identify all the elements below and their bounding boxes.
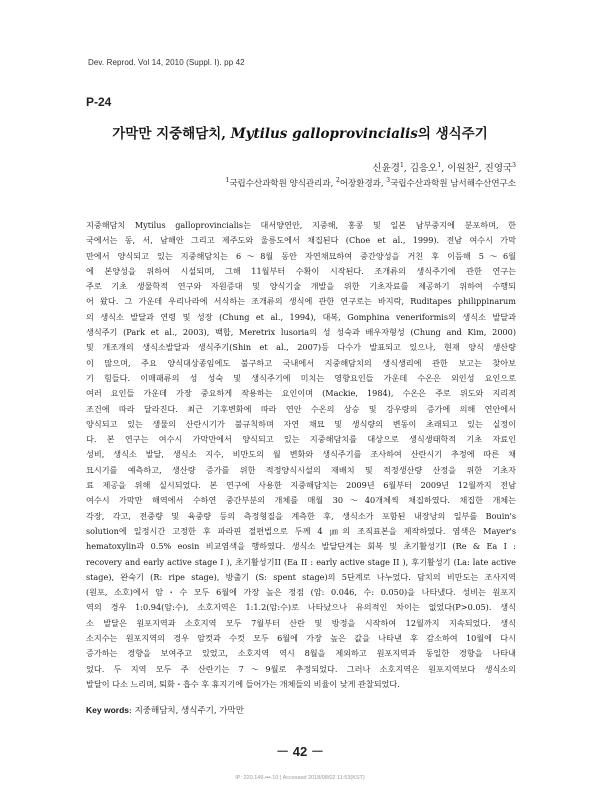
abstract-line: 각장, 각고, 전중량 및 육중량 등의 측정형질을 계측한 후, 생식소가 포함된 내장낭의 일부를 Bouin's <box>86 510 516 521</box>
abstract-line: recovery and early active stage I ), 초기활성기II (Ea II : early active stage II ), 후기활성기 (La: late active <box>86 556 516 567</box>
keywords <box>86 704 244 716</box>
title-suffix: 의 생식주기 <box>417 126 488 142</box>
abstract-line: 및 개조개의 생식소발달과 생식주기(Shin et al., 2007)등 다수가 발표되고 있으나, 현재 양식 생산량 <box>86 342 516 353</box>
abstract-line: 이 많으며, 주요 양식대상종임에도 불구하고 국내에서 지중해담치의 생식생리에 관한 보고는 찾아보 <box>86 357 516 368</box>
abstract-line: 다. 본 연구는 여수시 가막만에서 양식되고 있는 지중해담치를 대상으로 생식생태학적 기초 자료인 <box>86 434 516 445</box>
affiliation-list: $^1$국립수산과학원 양식관리과, $^2$어장환경과, $^3$국립수산과학원 남서해수산연구소 <box>225 177 516 189</box>
author: 진영국 <box>484 163 513 174</box>
abstract-line: 료 제공을 위해 실시되었다. 본 연구에 사용한 지중해담치는 2009년 6월부터 2009년 12월까지 전남 <box>86 480 516 491</box>
abstract-line: 소 발달은 원포지역과 소호지역 모두 7월부터 산란 및 방정을 시작하여 12월까지 지속되었다. 생식 <box>86 617 516 628</box>
author: 이원찬 <box>447 163 475 174</box>
abstract-line: 만에서 양식되고 있는 지중해담치는 6～8월 동안 자연채묘하여 중간양성을 거친 후 이듬해 5～6월 <box>86 250 516 261</box>
abstract-line: 국에서는 동, 서, 남해안 그리고 제주도와 울릉도에서 채집된다 (Choe et al., 1999). 전남 여수시 가막 <box>86 235 516 246</box>
abstract-line: (원포, 소호)에서 암・수 모두 6월에 가장 높은 정점 (암: 0.046, 수: 0.050)을 나타냈다. 성비는 원포지 <box>86 587 516 598</box>
download-note: IP: 220.149.▪▪▪.10 | Accessed 2018/08/02 11:53(KST) <box>235 775 365 781</box>
author-list: 신윤경$^1$, 김응오$^1$, 이원찬$^2$, 진영국$^3$ <box>372 161 516 174</box>
abstract-line: 어 왔다. 그 가운데 우리나라에 서식하는 조개류의 생식에 관한 연구로는 바지락, Ruditapes philippinarum <box>86 296 516 307</box>
abstract-line: 증가하는 경향을 보여주고 있었고, 소호지역 역시 8월을 제외하고 원포지역과 동일한 경향을 나타내 <box>86 648 516 659</box>
abstract-line: hematoxylin과 0.5% eosin 비교염색을 행하였다. 생식소 발달단계는 회복 및 초기활성기I (Re & Ea I : <box>86 541 516 552</box>
abstract-line: 묘시기를 예측하고, 생산량 증가를 위한 적정양식시설의 재배치 및 적정생산량 산정을 위한 기초자 <box>86 464 516 475</box>
abstract-line: 소지수는 원포지역의 경우 암컷과 수컷 모두 6월에 가장 높은 값을 나타낸 후 감소하여 10월에 다시 <box>86 633 516 644</box>
author: 신윤경 <box>372 163 400 174</box>
title-species: Mytilus galloprovincialis <box>230 126 418 142</box>
paper-title <box>0 122 600 142</box>
journal-header: Dev. Reprod. Vol 14, 2010 (Suppl. I). pp 42 <box>88 58 245 67</box>
author: 김응오 <box>409 163 438 174</box>
abstract-line: 었다. 두 지역 모두 주 산란기는 7～9월로 추정되었다. 그러나 소호지역은 원포지역보다 생식소의 <box>86 663 516 674</box>
abstract-line: 주로 기초 생물학적 연구와 자원증대 및 양식기술 개발을 위한 기초자료를 제공하기 위하여 수행되 <box>86 281 516 292</box>
abstract-line: 조건에 따라 달라진다. 최근 기후변화에 따라 연안 수온의 상승 및 강우량의 증가에 의해 연안에서 <box>86 403 516 414</box>
abstract-line: 양식되고 있는 생물의 산란시기가 불규칙하며 자연 채묘 및 생식량의 변동이 초래되고 있는 실정이 <box>86 418 516 429</box>
abstract-line: 역의 경우 1:0.94(암:수), 소호지역은 1:1.2(암:수)로 나타났으나 유의적인 차이는 없었다(P>0.05). 생식 <box>86 602 516 613</box>
keywords-label: Key words <box>86 705 129 715</box>
abstract-line: stage), 완숙기 (R: ripe stage), 방출기 (S: spent stage)의 5단계로 나누었다. 담치의 비만도는 조사지역 <box>86 571 516 582</box>
presentation-id: P-24 <box>86 95 112 109</box>
abstract-line: 생식주기 (Park et al., 2003), 백합, Meretrix lusoria의 성 성숙과 배우자형성 (Chung and Kim, 2000) <box>86 327 516 338</box>
abstract-line: 기 힘들다. 이매패류의 성 성숙 및 생식주기에 미치는 영향요인들 가운데 수온은 외인성 요인으로 <box>86 372 516 383</box>
abstract-line: solution에 일정시간 고정한 후 파라핀 절편법으로 두께 4 ㎛의 조직표본을 제작하였다. 염색은 Mayer's <box>86 525 516 536</box>
abstract-line: 발달이 다소 느리며, 퇴화・흡수 후 휴지기에 들어가는 개체들의 비율이 낮게 관찰되었다. <box>86 678 400 689</box>
title-prefix: 가막만 지중해담치, <box>112 126 231 142</box>
abstract-line: 에 본양성을 위하여 시설되며, 그해 11월부터 수확이 시작된다. 조개류의 생식주기에 관한 연구는 <box>86 265 516 276</box>
abstract-line: 여러 요인들 가운데 가장 중요하게 작용하는 요인이며 (Mackie, 1984), 수온은 주로 위도와 지리적 <box>86 388 516 399</box>
affiliation: 국립수산과학원 양식관리과 <box>229 179 331 189</box>
abstract-body <box>86 218 516 692</box>
page-number: － 42 － <box>276 744 324 759</box>
affiliation: 국립수산과학원 남서해수산연구소 <box>390 179 516 189</box>
affiliation: 어장환경과 <box>339 179 381 189</box>
keywords-text: : 지중해담치, 생식주기, 가막만 <box>129 706 244 716</box>
abstract-line: 성비, 생식소 발달, 생식소 지수, 비만도의 월 변화와 생식주기를 조사하여 산란시기 추정에 따른 채 <box>86 449 516 460</box>
abstract-line: 의 생식소 발달과 연령 및 성장 (Chung et al., 1994), 대복, Gomphina veneriformis의 생식소 발달과 <box>86 311 516 322</box>
abstract-line: 여수시 가막만 해역에서 수하연 중간부분의 개체를 매월 30～40개체씩 채집하였다. 채집한 개체는 <box>86 495 516 506</box>
abstract-line: 지중해담치 Mytilus galloprovincialis는 대서양연안, 지중해, 홍콩 및 일본 남부중지에 분포하며, 한 <box>86 220 516 230</box>
